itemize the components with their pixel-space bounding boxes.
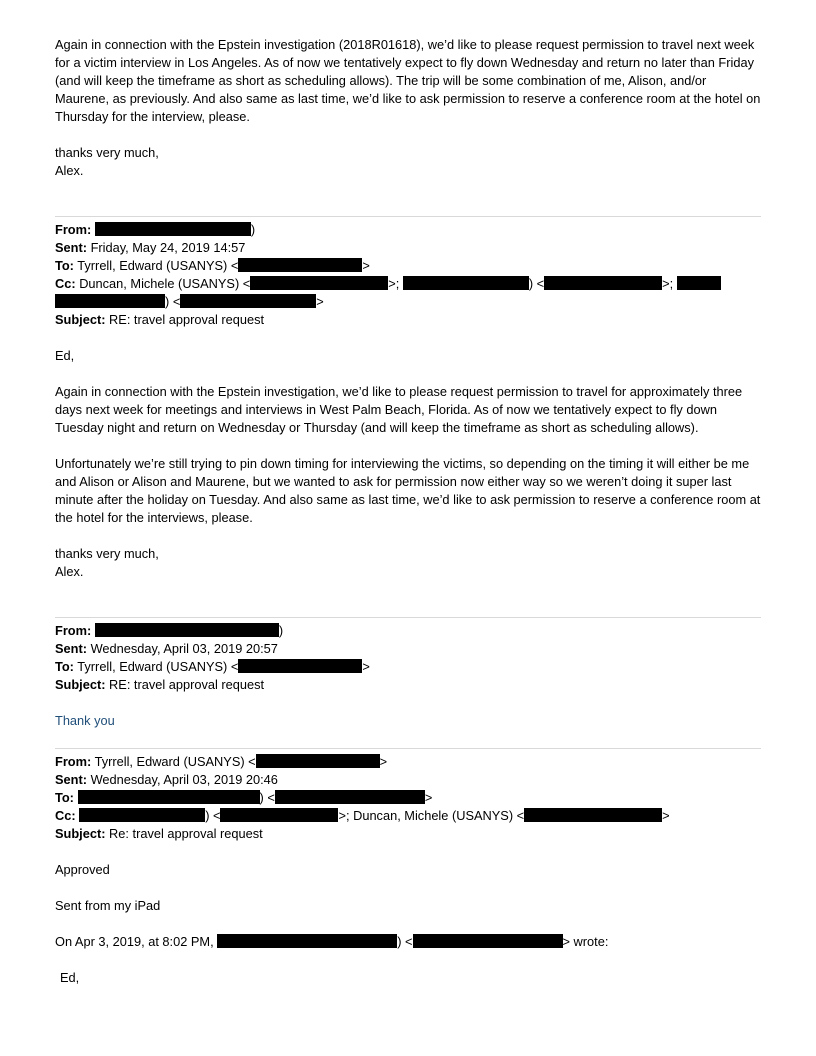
email2-paragraph: Again in connection with the Epstein investigation, we’d like to please request permission to travel for approximately three days next week for meetings and interviews in West Palm Beach, Florida. As of now we tentatively expect to fly down Tuesday night and return on Wednesday or Thursday (and will keep the timeframe as short as scheduling allows).	[55, 384, 743, 435]
redacted-block	[524, 808, 662, 822]
sent-from-line: Sent from my iPad	[55, 898, 161, 913]
cc-label: Cc:	[55, 808, 76, 823]
quote-greeting: Ed,	[60, 970, 80, 985]
redacted-block	[238, 659, 362, 673]
from-value: Tyrrell, Edward (USANYS) <	[94, 754, 256, 769]
sent-label: Sent:	[55, 641, 87, 656]
redacted-block	[95, 222, 251, 236]
quote-attribution: On Apr 3, 2019, at 8:02 PM, ) < > wrote:	[55, 934, 609, 949]
subject-label: Subject:	[55, 677, 106, 692]
email1-body: Again in connection with the Epstein investigation (2018R01618), we’d like to please request permission to travel next week for a victim interview in Los Angeles. As of now we tentatively expect to fly down Wednesday and return no later than Friday (and will keep the timeframe as short as scheduling allows). The trip will be some combination of me, Alison, and/or Maurene, as previously. And also same as last time, we’d like to ask permission to reserve a conference room at the hotel on Thursday for the interview, please.	[55, 37, 761, 124]
to-value: Tyrrell, Edward (USANYS) <	[77, 258, 239, 273]
to-label: To:	[55, 790, 74, 805]
email-thread	[55, 36, 761, 987]
email2-closing: thanks very much,	[55, 546, 159, 561]
from-label: From:	[55, 754, 92, 769]
email4-header: From: Tyrrell, Edward (USANYS) < > Sent: Wednesday, April 03, 2019 20:46 To: ) < > Cc: ) < >; Duncan, Michele (USANYS) < > Subject: Re: travel approval request	[55, 754, 670, 841]
sent-value: Friday, May 24, 2019 14:57	[90, 240, 246, 255]
to-value: Tyrrell, Edward (USANYS) <	[77, 659, 239, 674]
sent-value: Wednesday, April 03, 2019 20:57	[90, 641, 278, 656]
to-label: To:	[55, 258, 74, 273]
redacted-block	[275, 790, 425, 804]
redacted-block	[220, 808, 338, 822]
redacted-block	[544, 276, 662, 290]
divider	[55, 216, 761, 217]
subject-value: RE: travel approval request	[109, 677, 265, 692]
sent-value: Wednesday, April 03, 2019 20:46	[90, 772, 278, 787]
redacted-block	[413, 934, 563, 948]
email2-greeting: Ed,	[55, 348, 75, 363]
redacted-block	[250, 276, 388, 290]
redacted-block	[403, 276, 529, 290]
divider	[55, 617, 761, 618]
redacted-block	[238, 258, 362, 272]
cc-value: Duncan, Michele (USANYS) <	[79, 276, 251, 291]
sent-label: Sent:	[55, 240, 87, 255]
subject-value: Re: travel approval request	[109, 826, 263, 841]
redacted-block	[95, 623, 279, 637]
email4-body: Approved	[55, 862, 110, 877]
email1-closing: thanks very much,	[55, 145, 159, 160]
subject-value: RE: travel approval request	[109, 312, 265, 327]
email2-signature: Alex.	[55, 564, 84, 579]
subject-label: Subject:	[55, 312, 106, 327]
redacted-block	[79, 808, 205, 822]
redacted-block	[180, 294, 316, 308]
to-label: To:	[55, 659, 74, 674]
from-label: From:	[55, 623, 92, 638]
subject-label: Subject:	[55, 826, 106, 841]
redacted-block	[677, 276, 721, 290]
redacted-block	[217, 934, 397, 948]
email1-signature: Alex.	[55, 163, 84, 178]
redacted-block	[256, 754, 380, 768]
divider	[55, 748, 761, 749]
cc-label: Cc:	[55, 276, 76, 291]
cc-value: ; Duncan, Michele (USANYS) <	[345, 808, 525, 823]
email2-paragraph: Unfortunately we’re still trying to pin down timing for interviewing the victims, so depending on the timing it will either be me and Alison or Alison and Maurene, but we wanted to ask for permission now either way so we weren’t doing it super last minute after the holiday on Tuesday. And also same as last time, we’d like to ask permission to reserve a conference room at the hotel for the interviews, please.	[55, 456, 761, 525]
redacted-block	[55, 294, 165, 308]
email3-header: From: ) Sent: Wednesday, April 03, 2019 20:57 To: Tyrrell, Edward (USANYS) < > Subject: RE: travel approval request	[55, 623, 370, 692]
sent-label: Sent:	[55, 772, 87, 787]
email3-body: Thank you	[55, 713, 115, 728]
from-label: From:	[55, 222, 92, 237]
redacted-block	[78, 790, 260, 804]
email2-header: From: ) Sent: Friday, May 24, 2019 14:57 To: Tyrrell, Edward (USANYS) < > Cc: Duncan, Michele (USANYS) < >; ) < >; ) < > Subject: RE: travel approval request	[55, 221, 761, 329]
